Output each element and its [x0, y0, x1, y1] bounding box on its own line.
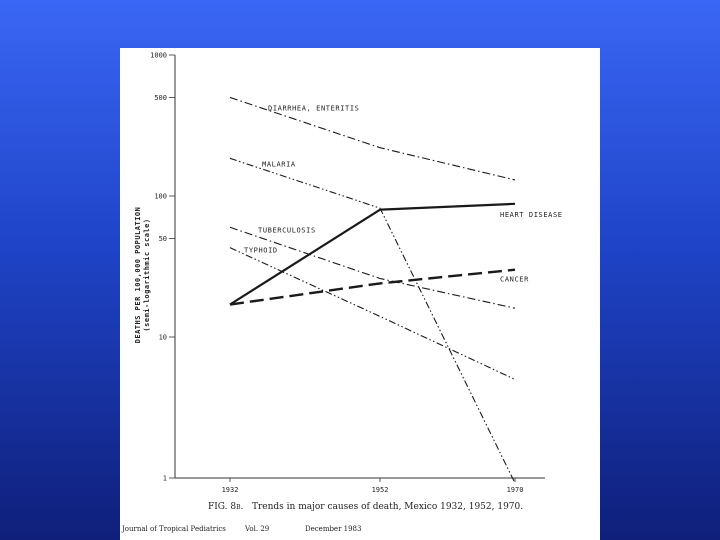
y-tick-label: 10 [158, 333, 167, 342]
journal-volume: Vol. 29 [245, 525, 270, 533]
x-tick-label: 1970 [506, 486, 524, 494]
figure-number: FIG. 8b. [208, 502, 244, 512]
series-line-tuberculosis [230, 227, 515, 308]
series-label: HEART DISEASE [500, 210, 563, 219]
series-line-typhoid [230, 248, 515, 380]
y-axis-ticks [150, 52, 175, 483]
series-lines [230, 97, 515, 483]
figure-caption [208, 502, 538, 512]
x-tick-label: 1932 [221, 486, 239, 494]
figure-caption-text: Trends in major causes of death, Mexico 1932, 1952, 1970. [251, 502, 524, 512]
y-axis-note: (semi-logarithmic scale) [143, 218, 151, 332]
journal-name: Journal of Tropical Pediatrics [122, 525, 226, 533]
series-label: MALARIA [262, 160, 296, 169]
x-axis-ticks [222, 478, 524, 494]
series-label: TUBERCULOSIS [258, 226, 316, 235]
journal-date: December 1983 [305, 525, 362, 533]
y-tick-label: 50 [158, 234, 167, 243]
series-line-malaria [230, 158, 515, 483]
y-axis-title: DEATHS PER 100,000 POPULATION [134, 206, 142, 344]
series-label: TYPHOID [244, 246, 278, 255]
series-label: CANCER [500, 275, 529, 284]
series-label: DIARRHEA, ENTERITIS [268, 104, 360, 113]
chart-axes [175, 55, 545, 478]
y-tick-label: 1 [162, 474, 167, 483]
y-tick-label: 100 [154, 192, 167, 201]
x-tick-label: 1952 [371, 486, 389, 494]
y-tick-label: 1000 [150, 51, 167, 60]
y-axis-label [134, 207, 151, 344]
y-tick-label: 500 [154, 93, 167, 102]
